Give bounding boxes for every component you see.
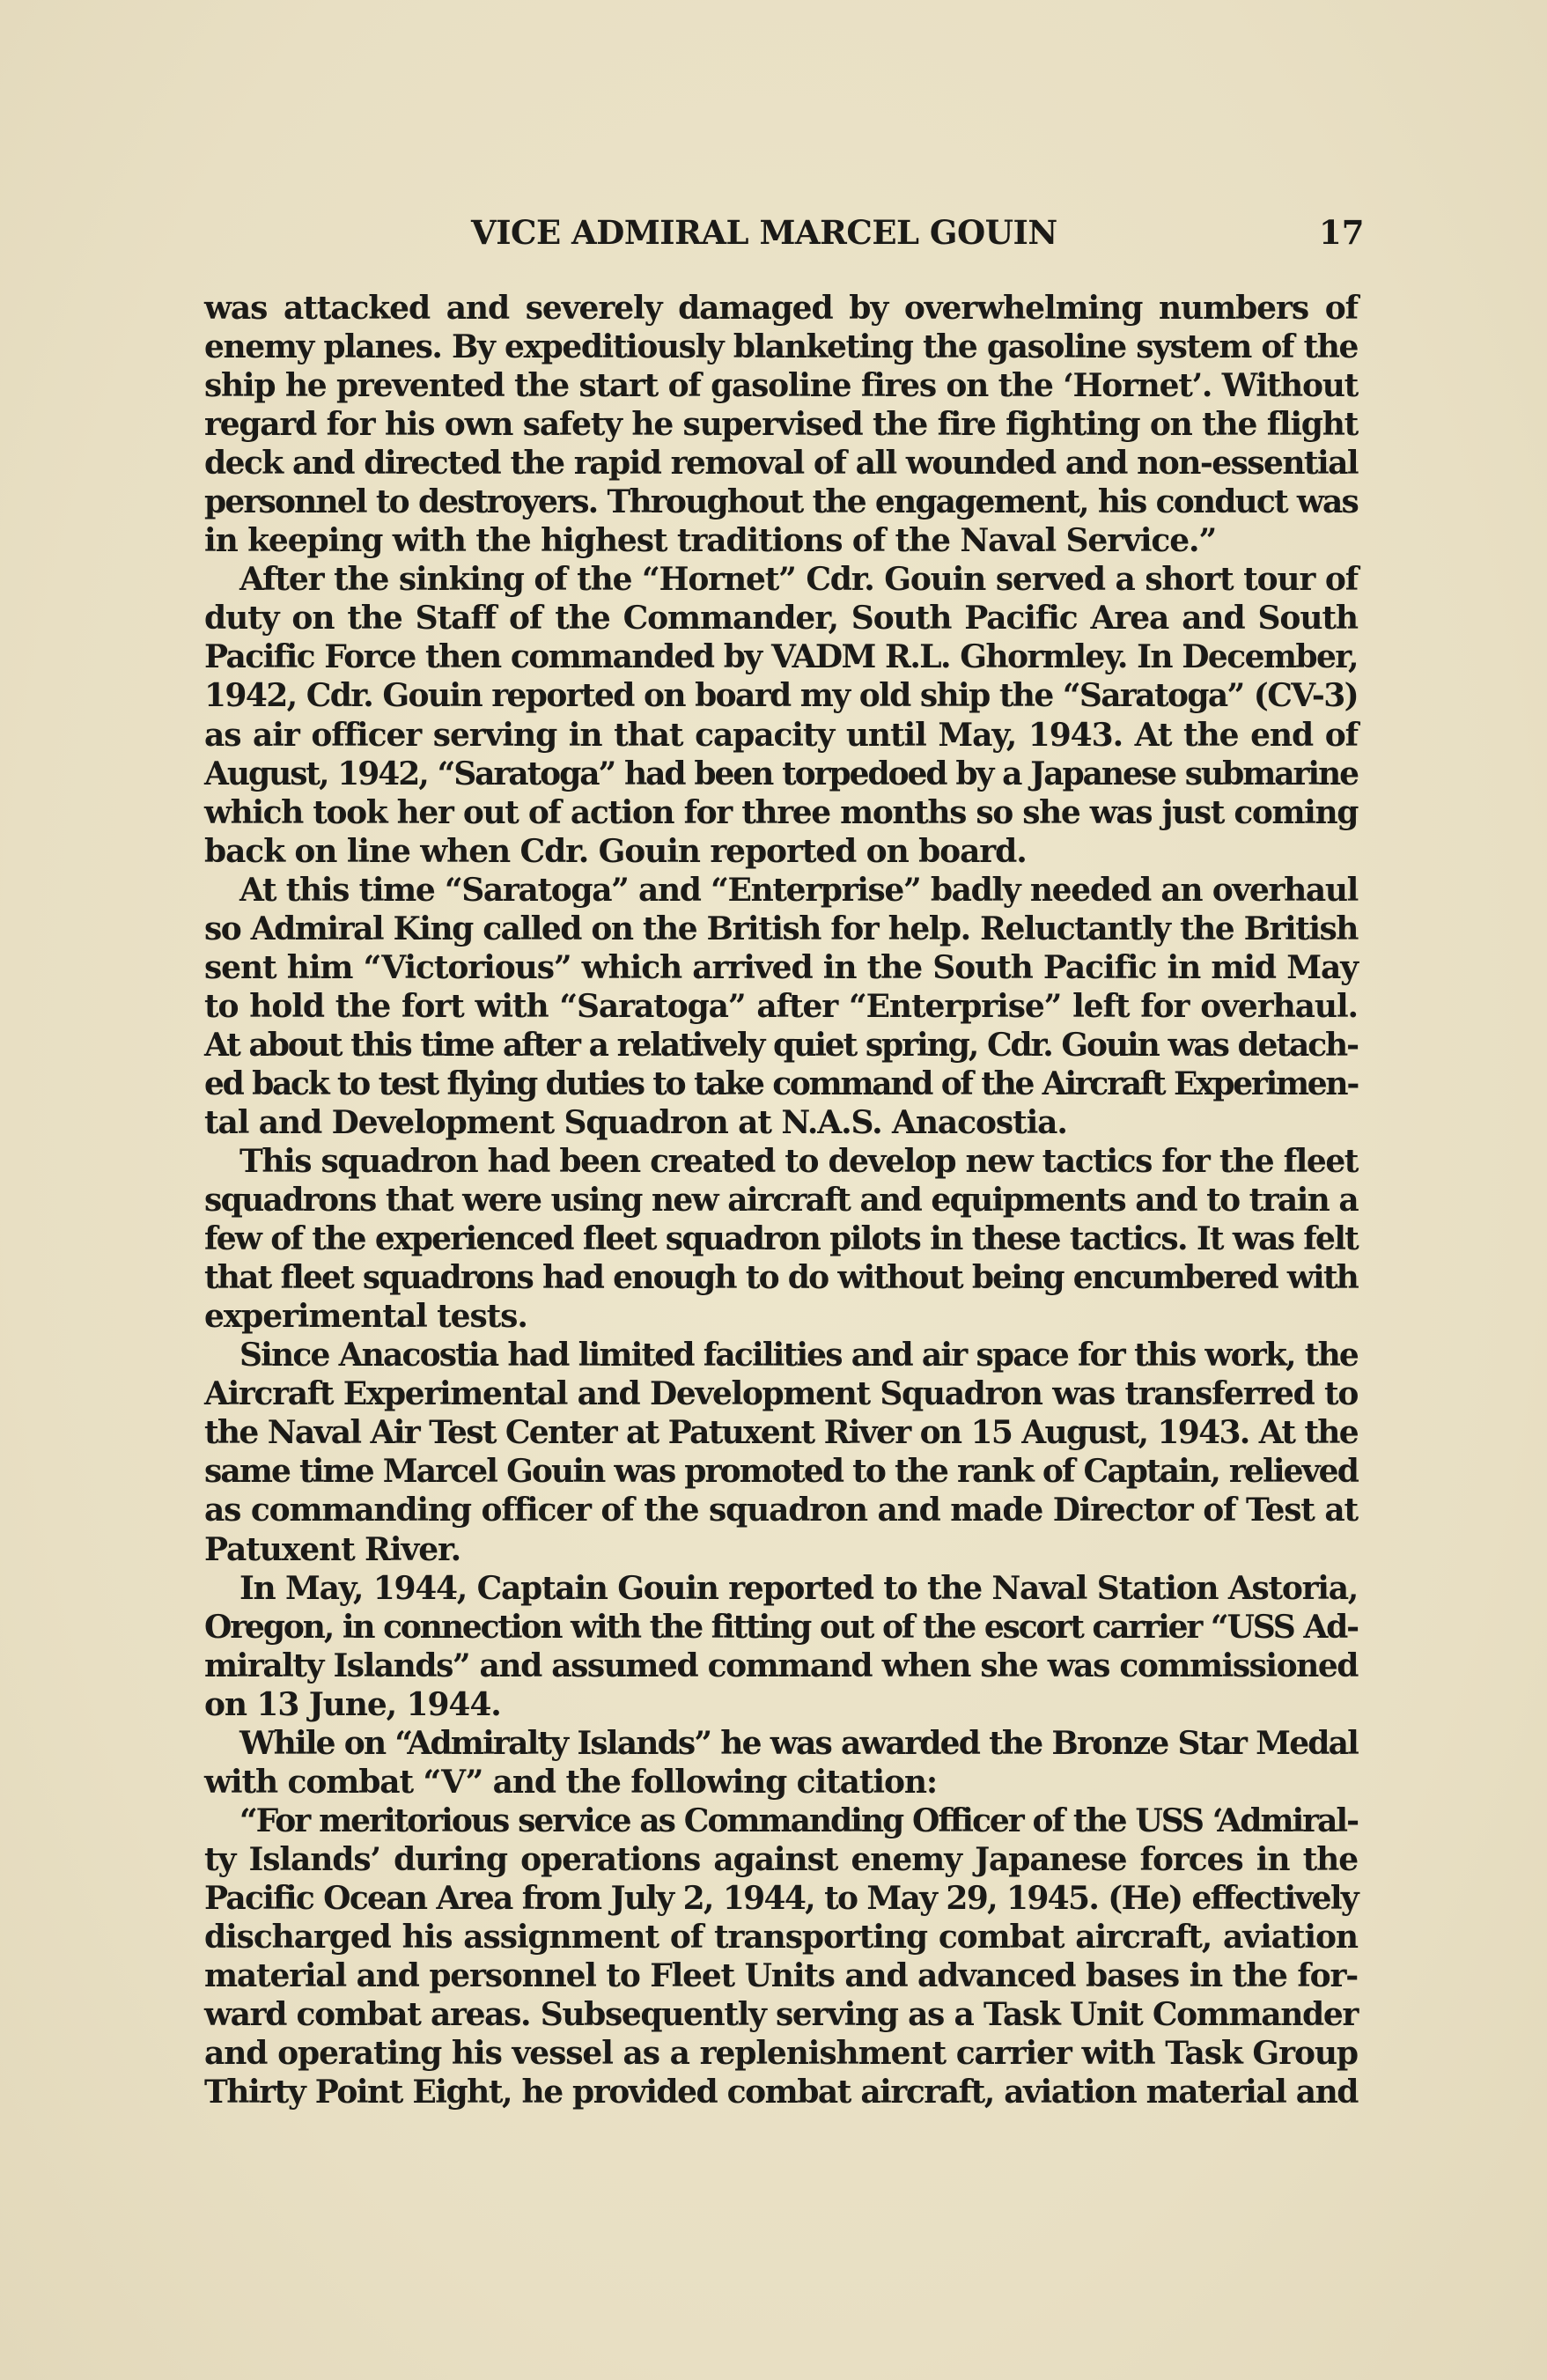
text-line: ty Islands’ during operations against enemy Japanese forces in the <box>204 1840 1358 1878</box>
text-line: tal and Development Squadron at N.A.S. Anacostia. <box>204 1103 1067 1141</box>
text-line: and operating his vessel as a replenishment carrier with Task Group <box>204 2035 1358 2073</box>
text-line: few of the experienced fleet squadron pilots in these tactics. It was felt <box>204 1220 1358 1258</box>
text-line: At about this time after a relatively quiet spring, Cdr. Gouin was detach- <box>204 1026 1358 1064</box>
text-line: to hold the fort with “Saratoga” after “Enterprise” left for overhaul. <box>204 987 1358 1025</box>
text-line: ward combat areas. Subsequently serving as a Task Unit Commander <box>204 1996 1358 2034</box>
text-line: In May, 1944, Captain Gouin reported to the Naval Station Astoria, <box>239 1569 1358 1607</box>
text-line: that fleet squadrons had enough to do without being encumbered with <box>204 1259 1358 1297</box>
text-line: August, 1942, “Saratoga” had been torpedoed by a Japanese submarine <box>204 755 1358 792</box>
text-line: Oregon, in connection with the fitting out of the escort carrier “USS Ad- <box>204 1608 1358 1646</box>
text-line: duty on the Staff of the Commander, South Pacific Area and South <box>204 600 1358 637</box>
text-line: back on line when Cdr. Gouin reported on board. <box>204 832 1027 870</box>
text-line: ed back to test flying duties to take command of the Aircraft Experimen- <box>204 1065 1358 1102</box>
text-line: with combat “V” and the following citation: <box>204 1763 938 1801</box>
text-line: same time Marcel Gouin was promoted to the rank of Captain, relieved <box>204 1453 1358 1491</box>
text-line: Pacific Force then commanded by VADM R.L. Ghormley. In December, <box>204 638 1358 676</box>
text-line: 1942, Cdr. Gouin reported on board my old ship the “Saratoga” (CV-3) <box>204 677 1358 715</box>
text-line: regard for his own safety he supervised the fire fighting on the flight <box>204 406 1358 444</box>
text-line: which took her out of action for three months so she was just coming <box>204 793 1358 831</box>
text-line: so Admiral King called on the British for help. Reluctantly the British <box>204 910 1358 947</box>
text-line: Pacific Ocean Area from July 2, 1944, to May 29, 1945. (He) effectively <box>204 1879 1358 1917</box>
text-line: Since Anacostia had limited facilities and air space for this work, the <box>239 1337 1358 1374</box>
running-title: VICE ADMIRAL MARCEL GOUIN <box>471 213 1057 252</box>
text-line: At this time “Saratoga” and “Enterprise” badly needed an overhaul <box>239 871 1358 909</box>
text-line: in keeping with the highest traditions of the Naval Service.” <box>204 522 1217 560</box>
text-line: squadrons that were using new aircraft and equipments and to train a <box>204 1182 1358 1219</box>
text-line: material and personnel to Fleet Units and advanced bases in the for- <box>204 1957 1358 1995</box>
text-line: “For meritorious service as Commanding Officer of the USS ‘Admiral- <box>239 1802 1358 1839</box>
text-line: on 13 June, 1944. <box>204 1685 501 1723</box>
text-line: While on “Admiralty Islands” he was awarded the Bronze Star Medal <box>239 1724 1358 1762</box>
text-line: This squadron had been created to develop new tactics for the fleet <box>239 1143 1358 1181</box>
text-line: Patuxent River. <box>204 1530 461 1568</box>
text-line: miralty Islands” and assumed command when she was commissioned <box>204 1647 1358 1684</box>
text-line: After the sinking of the “Hornet” Cdr. Gouin served a short tour of <box>239 561 1358 599</box>
page-number: 17 <box>1319 213 1365 252</box>
text-line: enemy planes. By expeditiously blanketing the gasoline system of the <box>204 328 1358 366</box>
text-line: as commanding officer of the squadron and made Director of Test at <box>204 1492 1358 1529</box>
text-line: Aircraft Experimental and Development Squadron was transferred to <box>204 1375 1358 1413</box>
text-line: as air officer serving in that capacity until May, 1943. At the end of <box>204 716 1358 754</box>
text-line: discharged his assignment of transporting combat aircraft, aviation <box>204 1918 1358 1956</box>
text-line: personnel to destroyers. Throughout the engagement, his conduct was <box>204 483 1358 521</box>
text-line: ship he prevented the start of gasoline fires on the ‘Hornet’. Without <box>204 367 1358 405</box>
page-header <box>0 213 1547 266</box>
text-line: sent him “Victorious” which arrived in the South Pacific in mid May <box>204 948 1358 986</box>
text-line: deck and directed the rapid removal of all wounded and non-essential <box>204 445 1358 483</box>
text-line: the Naval Air Test Center at Patuxent River on 15 August, 1943. At the <box>204 1414 1358 1452</box>
text-line: was attacked and severely damaged by overwhelming numbers of <box>204 290 1358 327</box>
text-line: Thirty Point Eight, he provided combat aircraft, aviation material and <box>204 2074 1358 2111</box>
body-text <box>204 289 1358 2111</box>
text-line: experimental tests. <box>204 1298 527 1336</box>
